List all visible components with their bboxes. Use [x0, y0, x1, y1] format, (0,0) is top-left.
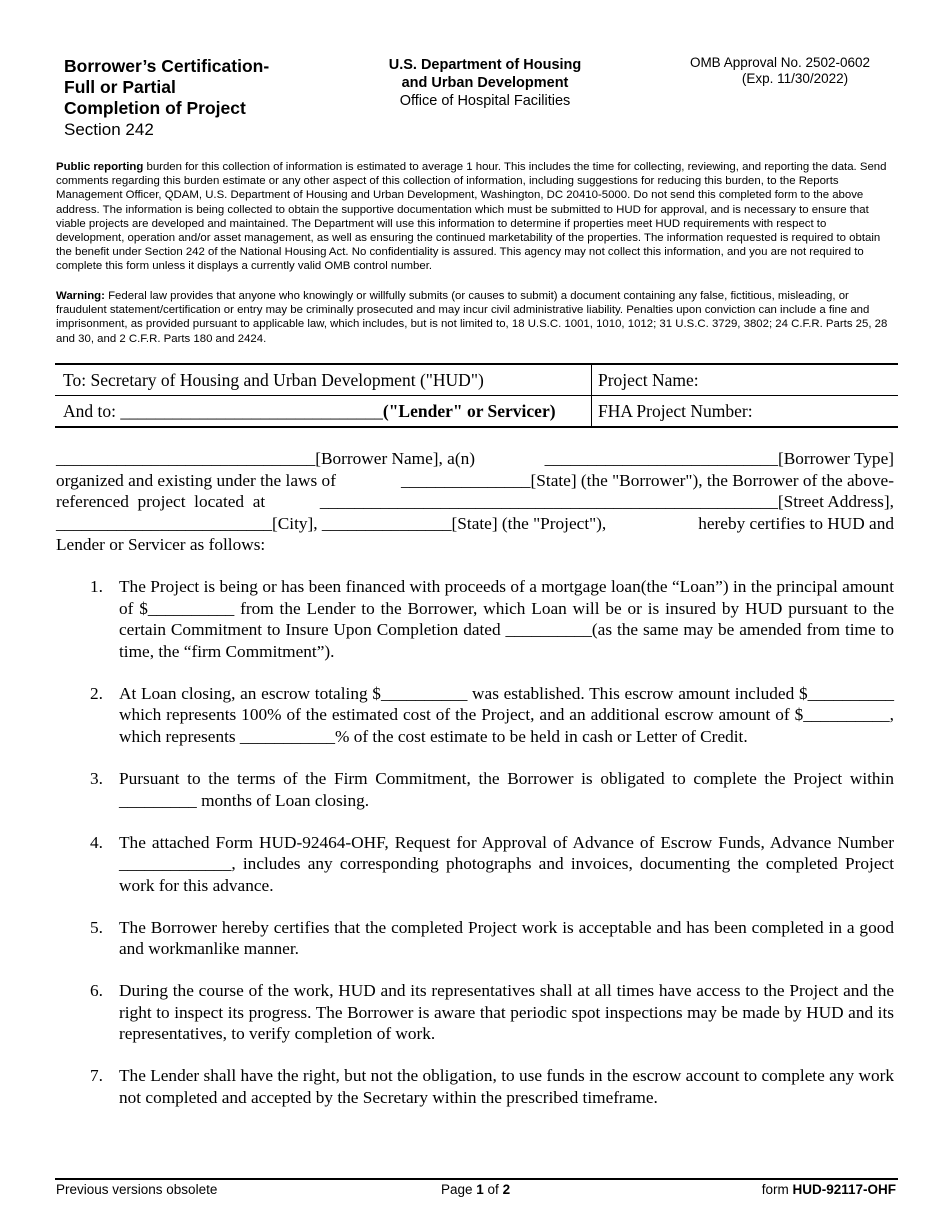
borrower-line-5 [56, 534, 894, 556]
borrower-line-4 [56, 513, 894, 535]
item-number: 6. [90, 981, 103, 1001]
list-item [56, 683, 894, 748]
lender-servicer-label: ("Lender" or Servicer) [382, 400, 556, 421]
department-block [360, 56, 610, 110]
page-of: of [483, 1182, 503, 1197]
borrower-line-2-text: organized and existing under the laws of [56, 470, 336, 490]
form-title-line-1: Borrower’s Certification- [64, 56, 270, 76]
item-number: 4. [90, 832, 103, 852]
list-item [56, 1065, 894, 1108]
footer-divider [55, 1178, 898, 1180]
borrower-type-blank[interactable]: ___________________________[Borrower Type] [544, 449, 894, 468]
form-title-line-3: Completion of Project [64, 98, 246, 118]
list-item [56, 576, 894, 662]
to-hud-cell: To: Secretary of Housing and Urban Development ("HUD") [55, 364, 592, 396]
project-name-field[interactable]: Project Name: [592, 364, 899, 396]
office-name: Office of Hospital Facilities [399, 93, 571, 109]
page-current: 1 [476, 1182, 484, 1197]
page-prefix: Page [441, 1182, 477, 1197]
address-row-2 [55, 396, 898, 428]
form-section: Section 242 [64, 120, 154, 139]
item-text: At Loan closing, an escrow totaling $__________ was established. This escrow amount included $__________ which represents 100% of the estimated cost of the Project, and an additional escrow amount of $__________, which represents ___________% of the cost estimate to be held in cash or Letter of Credit. [119, 683, 894, 746]
warning-text: Federal law provides that anyone who knowingly or willfully submits (or causes to submit) a document containing any false, fictitious, misleading, or fraudulent statement/certification or entry may be criminally prosecuted and may incur civil administrative liability. Penalties upon conviction can include a fine and imprisonment, as provided pursuant to applicable law, which includes, but is not limited to, 18 U.S.C. 1001, 1010, 1012; 31 U.S.C. 3729, 3802; 24 C.F.R. Parts 25, 28 and 30, and 2 C.F.R. Parts 180 and 2424. [56, 290, 888, 345]
street-address-blank[interactable]: _____________________________________________________[Street Address], [319, 492, 894, 512]
public-reporting-notice [56, 160, 896, 274]
list-item [56, 917, 894, 960]
omb-expiration: (Exp. 11/30/2022) [741, 71, 849, 86]
fha-project-number-field[interactable]: FHA Project Number: [592, 396, 899, 428]
page-indicator [441, 1181, 510, 1199]
page-total: 2 [502, 1182, 511, 1197]
list-item [56, 832, 894, 897]
borrower-line-1 [56, 448, 894, 470]
form-title-block [64, 56, 334, 141]
city-state-blank[interactable]: _________________________[City], _______________[State] (the "Project"), [56, 513, 607, 533]
public-reporting-text: burden for this collection of information is estimated to average 1 hour. This includes the time for collecting, reviewing, and reporting the data. Send comments regarding this burden estimate or any other aspect of this collection of information, including suggestions for reducing this burden, to the Reports Management Officer, QDAM, U.S. Department of Housing and Urban Development, Washington, DC 20410-5000. Do not send this completed form to the above address. The information is being collected to obtain the supportive documentation which must be submitted to HUD for approval, and is necessary to ensure that viable projects are developed and maintained. The Department will use this information to determine if properties meet HUD requirements with respect to development, operation and/or asset management, as well as ensuring the continued marketability of the properties. The information requested is required to obtain the benefit under Section 242 of the National Housing Act. No confidentiality is assured. This agency may not collect this information, and you are not required to complete this form unless it displays a currently valid OMB control number. [56, 161, 887, 273]
item-number: 7. [90, 1066, 103, 1086]
and-to-prefix: And to: ______________________________ [63, 400, 383, 421]
omb-block [660, 55, 900, 87]
borrower-line-4-text: hereby certifies to HUD and [698, 513, 894, 533]
item-number: 5. [90, 917, 103, 937]
form-prefix: form [761, 1182, 793, 1197]
item-number: 2. [90, 683, 103, 703]
list-item [56, 980, 894, 1045]
warning-lead: Warning: [56, 290, 105, 302]
department-line-1: U.S. Department of Housing [388, 57, 582, 73]
list-item [56, 768, 894, 811]
item-number: 3. [90, 768, 103, 788]
borrower-line-2 [56, 470, 894, 492]
omb-approval-number: OMB Approval No. 2502-0602 [689, 55, 871, 70]
item-text: The Lender shall have the right, but not the obligation, to use funds in the escrow account to complete any work not completed and accepted by the Secretary within the prescribed timeframe. [119, 1066, 894, 1108]
item-text: The Borrower hereby certifies that the completed Project work is acceptable and has been completed in a good and workmanlike manner. [119, 917, 894, 959]
borrower-line-5-text: Lender or Servicer as follows: [56, 535, 266, 555]
and-to-cell[interactable] [55, 396, 592, 428]
state-blank[interactable]: _______________[State] (the "Borrower"), the Borrower of the above- [400, 470, 894, 490]
public-reporting-lead: Public reporting [56, 161, 144, 173]
borrower-paragraph [56, 448, 894, 556]
address-table [55, 363, 898, 428]
item-text: The attached Form HUD-92464-OHF, Request for Approval of Advance of Escrow Funds, Advance Number _____________, includes any corresponding photographs and invoices, documenting the completed Project work for this advance. [119, 832, 894, 895]
borrower-name-blank[interactable]: ______________________________[Borrower Name], a(n) [56, 449, 475, 468]
department-line-2: and Urban Development [401, 75, 569, 91]
form-number: HUD-92117-OHF [792, 1182, 896, 1197]
form-id [762, 1181, 896, 1199]
item-text: The Project is being or has been financed with proceeds of a mortgage loan(the “Loan”) in the principal amount of $__________ from the Lender to the Borrower, which Loan will be or is insured by HUD pursuant to the certain Commitment to Insure Upon Completion dated __________(as the same may be amended from time to time, the “firm Commitment”). [119, 577, 894, 661]
address-row-1 [55, 364, 898, 396]
form-title-line-2: Full or Partial [64, 77, 176, 97]
borrower-line-3-text: referenced project located at [56, 492, 266, 512]
item-text: Pursuant to the terms of the Firm Commitment, the Borrower is obligated to complete the Project within _________ months of Loan closing. [119, 768, 894, 810]
borrower-line-3 [56, 491, 894, 513]
item-text: During the course of the work, HUD and its representatives shall at all times have access to the Project and the right to inspect its progress. The Borrower is aware that periodic spot inspections may be made by HUD and its representatives, to verify completion of work. [119, 981, 894, 1044]
item-number: 1. [90, 577, 103, 596]
footer-obsolete-note: Previous versions obsolete [56, 1182, 218, 1197]
certification-items [56, 576, 894, 1129]
warning-notice [56, 289, 896, 346]
